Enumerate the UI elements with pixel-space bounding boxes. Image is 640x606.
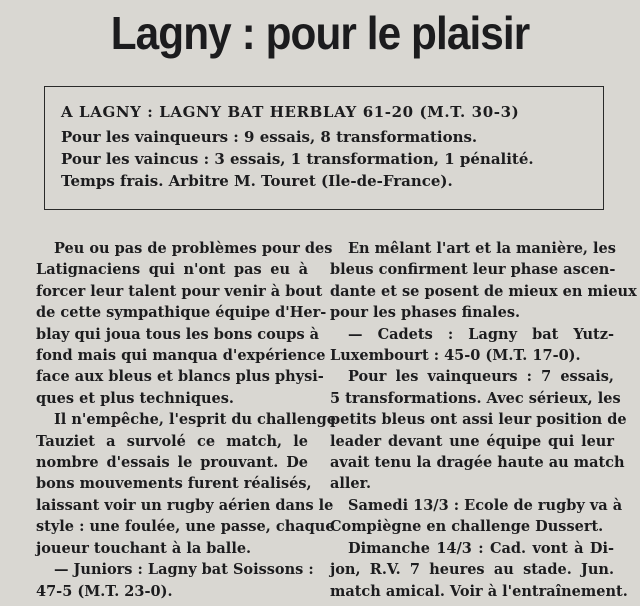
text-line: de cette sympathique équipe d'Her- [36, 304, 327, 322]
text-line: face aux bleus et blancs plus physi- [36, 368, 324, 386]
text-line: En mêlant l'art et la manière, les [348, 240, 616, 257]
text-line: Peu ou pas de problèmes pour des [54, 240, 333, 257]
summary-line-conditions: Temps frais. Arbitre M. Touret (Ile-de-France). [61, 172, 453, 190]
text-line: aller. [330, 475, 371, 493]
text-line: 47-5 (M.T. 23-0). [36, 582, 173, 600]
text-line: dante et se posent de mieux en mieux [330, 282, 637, 300]
text-line: ques et plus techniques. [36, 389, 234, 407]
text-line: Luxembourt : 45-0 (M.T. 17-0). [330, 347, 581, 365]
article-right-column [330, 238, 637, 602]
text-line: bleus confirment leur phase ascen- [330, 261, 616, 279]
text-line: petits bleus ont assi leur position de [330, 411, 627, 429]
article-left-column [36, 238, 336, 602]
text-line: Samedi 13/3 : Ecole de rugby va à [348, 496, 623, 514]
summary-line-winners: Pour les vainqueurs : 9 essais, 8 transformations. [61, 128, 478, 146]
text-line: joueur touchant à la balle. [36, 539, 252, 557]
text-line: Compiègne en challenge Dussert. [330, 518, 604, 536]
text-line: — Juniors : Lagny bat Soissons : [54, 561, 314, 579]
text-line: pour les phases finales. [330, 304, 521, 322]
match-summary-title: A LAGNY : LAGNY BAT HERBLAY 61-20 (M.T. 30-3) [61, 103, 520, 121]
text-line: forcer leur talent pour venir à bout [36, 282, 323, 300]
summary-line-losers: Pour les vaincus : 3 essais, 1 transformation, 1 pénalité. [61, 150, 534, 168]
headline: Lagny : pour le plaisir [110, 7, 530, 59]
text-line: Il n'empêche, l'esprit du challenge [54, 411, 336, 429]
text-line: match amical. Voir à l'entraînement. [330, 582, 628, 600]
text-line: 5 transformations. Avec sérieux, les [330, 389, 621, 407]
text-line: avait tenu la dragée haute au match [330, 454, 625, 472]
text-line: Dimanche 14/3 : Cad. vont à Di- [348, 539, 614, 557]
text-line: laissant voir un rugby aérien dans le [36, 496, 334, 514]
match-summary-box [44, 86, 604, 210]
text-line: nombre d'essais le prouvant. De [36, 454, 308, 472]
text-line: fond mais qui manqua d'expérience [36, 347, 326, 365]
text-line: leader devant une équipe qui leur [330, 432, 614, 450]
text-line: Latignaciens qui n'ont pas eu à [36, 261, 308, 279]
text-line: Tauziet a survolé ce match, le [36, 432, 308, 450]
text-line: Pour les vainqueurs : 7 essais, [348, 368, 614, 386]
text-line: style : une foulée, une passe, chaque [36, 518, 335, 536]
text-line: blay qui joua tous les bons coups à [36, 325, 320, 343]
text-line: jon, R.V. 7 heures au stade. Jun. [330, 561, 614, 579]
text-line: — Cadets : Lagny bat Yutz- [348, 325, 614, 343]
text-line: bons mouvements furent réalisés, [36, 475, 312, 493]
